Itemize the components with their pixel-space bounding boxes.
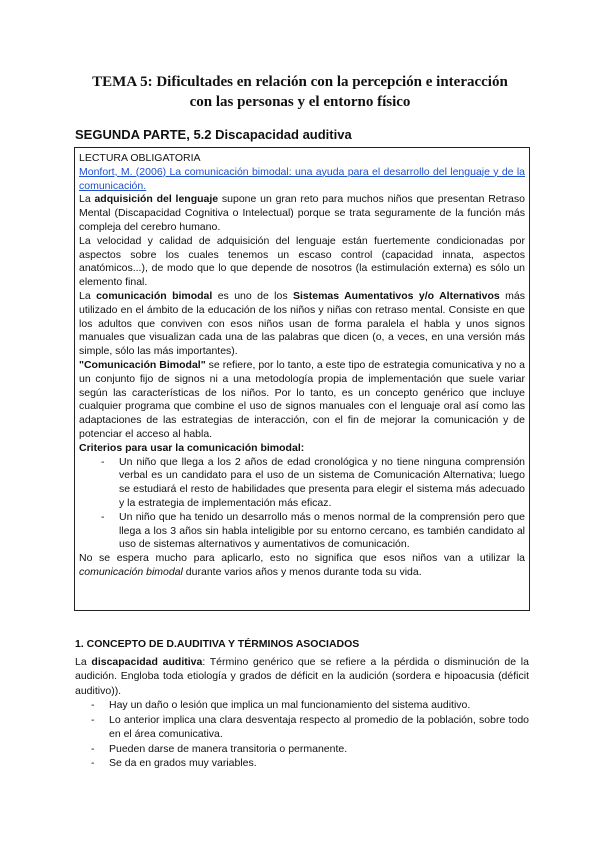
list-item: - Se da en grados muy variables. [75,756,529,771]
list-item: - Lo anterior implica una clara desventaja respecto al promedio de la población, sobre todo en el área comunicativa. [75,713,529,742]
concept-section [75,637,529,771]
paragraph-1: La adquisición del lenguaje supone un gran reto para muchos niños que presentan Retraso Mental (Discapacidad Cognitiva o Intelectual) porque se trata seguramente de la función más compleja del cerebro humano. [79,193,525,233]
concept-intro: La discapacidad auditiva: Término genérico que se refiere a la pérdida o disminución de la audición. Engloba toda etiología y grados de déficit en la audición (sordera e hipoacusia (déficit auditivo)). [75,655,529,697]
paragraph-3: La comunicación bimodal es uno de los Sistemas Aumentativos y/o Alternativos más utilizado en el ámbito de la educación de los niños y niñas con retraso mental. Consiste en que los adultos que conviven con esos niños usan de forma paralela el habla y unos signos manuales que visualizan cada una de las palabras que dicen (o, a veces, en una versión más simple, sólo las más importantes). [79,289,525,358]
page-title [60,72,540,112]
concept-heading: 1. CONCEPTO DE D.AUDITIVA Y TÉRMINOS ASOCIADOS [75,638,360,650]
title-line-2: con las personas y el entorno físico [189,94,411,110]
title-line-1: TEMA 5: Dificultades en relación con la percepción e interacción [92,74,508,90]
section-heading: SEGUNDA PARTE, 5.2 Discapacidad auditiva [75,127,352,142]
list-item: - Hay un daño o lesión que implica un mal funcionamiento del sistema auditivo. [75,698,529,713]
reading-label: LECTURA OBLIGATORIA [79,152,201,164]
list-item: - Un niño que ha tenido un desarrollo más o menos normal de la comprensión pero que llega a los 3 años sin habla inteligible por su entorno cercano, es también candidato al uso de sistemas alternativos y aumentativos de comunicación. [79,511,525,552]
closing-paragraph: No se espera mucho para aplicarlo, esto no significa que esos niños van a utilizar la comunicación bimodal durante varios años y menos durante toda su vida. [79,552,525,578]
concept-list [75,698,529,771]
paragraph-2: La velocidad y calidad de adquisición del lenguaje están fuertemente condicionadas por aspectos sobre los cuales tenemos un escaso control (capacidad innata, aspectos anatómicos...), de modo que lo que depende de nosotros (la estimulación externa) es sólo un elemento final. [79,234,525,289]
criteria-list [79,456,525,553]
reference-link[interactable]: Monfort, M. (2006) La comunicación bimodal: una ayuda para el desarrollo del lenguaje y de la comunicación. [79,165,525,192]
required-reading-box [74,147,530,611]
list-item: - Un niño que llega a los 2 años de edad cronológica y no tiene ninguna comprensión verbal es un candidato para el uso de un sistema de Comunicación Alternativa; luego se estudiará el resto de habilidades que presenta para elegir el sistema más adecuado y la estrategia de implementación más eficaz. [79,456,525,511]
list-item: - Pueden darse de manera transitoria o permanente. [75,742,529,757]
paragraph-4: "Comunicación Bimodal" se refiere, por lo tanto, a este tipo de estrategia comunicativa y no a un conjunto fijo de signos ni a una metodología propia de implementación que suele variar según las características de los niños. Por lo tanto, es un concepto genérico que incluye cualquier programa que combine el uso de signos manuales con el lenguaje oral así como las adaptaciones de las estrategias de interacción, con el fin de mejorar la comunicación y de potenciar el acceso al habla. [79,358,525,440]
criteria-heading: Criterios para usar la comunicación bimodal: [79,441,305,454]
